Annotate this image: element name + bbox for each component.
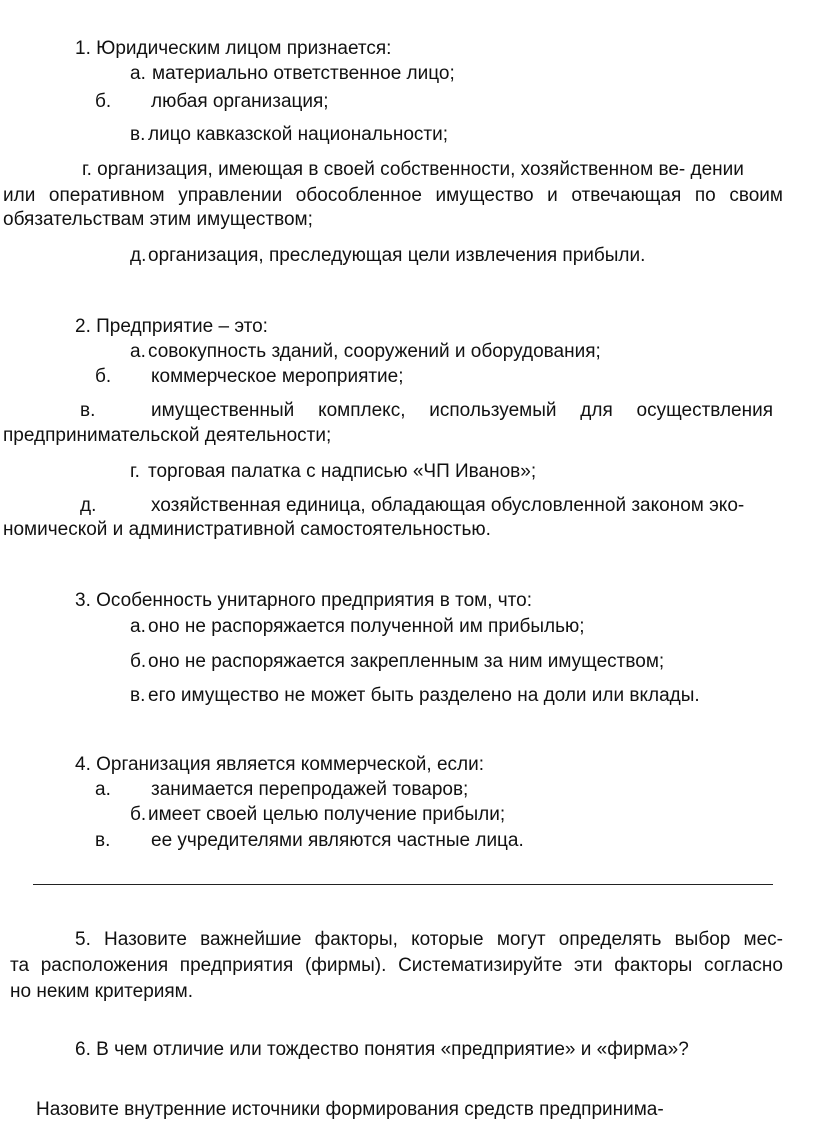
q1-option-d-label: г.	[82, 159, 92, 180]
q3-option-c-text: его имущество не может быть разделено на доли или вклады.	[148, 685, 700, 706]
q1-question: 1. Юридическим лицом признается:	[75, 38, 392, 59]
q1-option-a	[130, 61, 455, 87]
q2-option-b-label: б.	[95, 366, 112, 387]
q1-option-d-text: организация, имеющая в своей собственности, хозяйственном ве- дении	[97, 159, 744, 180]
q1-option-c-text: лицо кавказской национальности;	[148, 124, 448, 145]
q3-option-c-label: в.	[130, 685, 146, 706]
q1-option-b-label: б.	[95, 91, 112, 112]
q4-option-c-label: в.	[95, 830, 111, 851]
q3-question: 3. Особенность унитарного предприятия в том, что:	[75, 590, 533, 611]
q4-option-b-label: б.	[130, 804, 147, 825]
q3-option-b-label: б.	[130, 651, 147, 672]
q1-option-a-label: а.	[130, 63, 146, 84]
q1-option-d-cont1: или оперативном управлении обособленное имущество и отвечающая по своим	[3, 185, 783, 206]
q5-line2: та расположения предприятия (фирмы). Систематизируйте эти факторы согласно	[10, 955, 783, 976]
q2-option-e-text: хозяйственная единица, обладающая обусловленной законом эко-	[151, 495, 745, 516]
q4-option-a-label: а.	[95, 779, 111, 800]
q2-option-d	[130, 459, 536, 485]
q2-option-c-label: в.	[80, 400, 96, 421]
q2-option-d-text: торговая палатка с надписью «ЧП Иванов»;	[148, 461, 537, 482]
q3-option-b-text: оно не распоряжается закрепленным за ним имуществом;	[148, 651, 665, 672]
q5-line1: 5. Назовите важнейшие факторы, которые могут определять выбор мес-	[75, 929, 783, 950]
q4-option-c	[95, 828, 524, 854]
q1-option-b-text: любая организация;	[151, 91, 329, 112]
q2-option-b	[95, 364, 404, 390]
q4-option-a-text: занимается перепродажей товаров;	[151, 779, 469, 800]
q2-option-e-label: д.	[80, 495, 97, 516]
q3-option-a	[130, 614, 585, 640]
q1-option-c-label: в.	[130, 124, 146, 145]
q2-option-b-text: коммерческое мероприятие;	[151, 366, 404, 387]
q1-option-a-text: материально ответственное лицо;	[152, 63, 455, 84]
q1-option-d	[82, 157, 744, 183]
q4-option-c-text: ее учредителями являются частные лица.	[151, 830, 524, 851]
q1-option-e-label: д.	[130, 245, 147, 266]
q3-option-c	[130, 683, 700, 709]
q4-option-a	[95, 777, 468, 803]
q2-option-a-text: совокупность зданий, сооружений и оборудования;	[148, 341, 601, 362]
q5-line3: но неким критериям.	[10, 981, 194, 1002]
q2-option-e-cont: номической и административной самостоятельностью.	[3, 519, 491, 540]
q2-option-c-cont: предпринимательской деятельности;	[3, 425, 332, 446]
q1-option-c	[130, 122, 448, 148]
q3-option-b	[130, 649, 664, 675]
q1-option-b	[95, 89, 329, 115]
q1-option-e-text: организация, преследующая цели извлечения прибыли.	[148, 245, 646, 266]
q3-option-a-text: оно не распоряжается полученной им прибылью;	[148, 616, 585, 637]
q2-option-c-text: имущественный комплекс, используемый для осуществления	[151, 400, 773, 421]
q1-option-d-cont2: обязательствам этим имуществом;	[3, 209, 313, 230]
q7-line1: Назовите внутренние источники формирования средств предпринима-	[36, 1099, 664, 1120]
separator-line	[33, 884, 773, 885]
q2-question: 2. Предприятие – это:	[75, 316, 268, 337]
q2-option-a-label: а.	[130, 341, 146, 362]
q6-line1: 6. В чем отличие или тождество понятия «предприятие» и «фирма»?	[75, 1039, 689, 1060]
q4-option-b-text: имеет своей целью получение прибыли;	[148, 804, 506, 825]
q1-option-e	[130, 243, 645, 269]
q4-option-b	[130, 802, 505, 828]
q4-question: 4. Организация является коммерческой, если:	[75, 754, 485, 775]
q2-option-a	[130, 339, 601, 365]
q2-option-d-label: г.	[130, 461, 140, 482]
q3-option-a-label: а.	[130, 616, 146, 637]
